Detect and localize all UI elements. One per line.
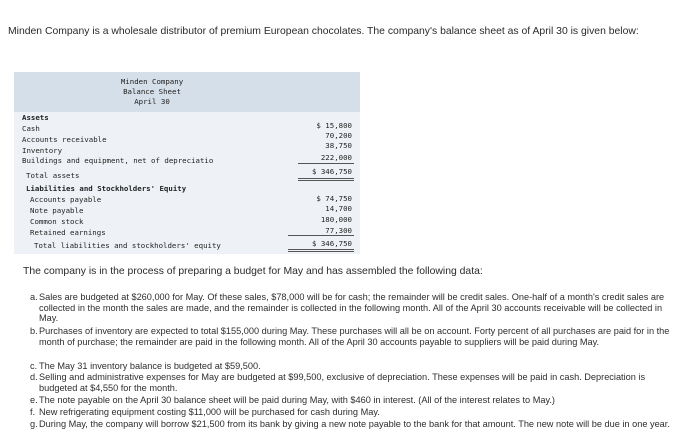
list-item xyxy=(30,407,670,418)
cs-value: 180,000 xyxy=(320,215,352,224)
item-label: g. xyxy=(30,419,38,429)
total-assets-label: Total assets xyxy=(26,171,80,180)
liab-double-rule-bottom xyxy=(288,251,354,252)
assets-heading: Assets xyxy=(22,113,49,122)
item-label: b. xyxy=(30,326,38,336)
double-rule-top xyxy=(298,178,354,179)
company-name: Minden Company xyxy=(120,77,184,86)
item-text: Selling and administrative expenses for May are budgeted at $99,500, exclusive of depreciation. These expenses will be paid in cash. Depreciation is budgeted at $4,550 for the month. xyxy=(39,372,646,393)
item-label: d. xyxy=(30,372,38,382)
list-item xyxy=(30,326,670,347)
sheet-date: April 30 xyxy=(134,97,170,106)
subtotal-rule xyxy=(298,163,354,164)
inventory-label: Inventory xyxy=(22,146,63,155)
ap-label: Accounts payable xyxy=(30,195,102,204)
list-item xyxy=(30,292,670,324)
item-label: e. xyxy=(30,395,38,405)
ar-value: 70,200 xyxy=(325,131,352,140)
item-label: a. xyxy=(30,292,38,302)
buildings-label: Buildings and equipment, net of depreciatio xyxy=(22,156,214,165)
total-le-value: $ 346,750 xyxy=(311,239,352,248)
item-label: f. xyxy=(30,407,36,417)
total-le-label: Total liabilities and stockholders' equity xyxy=(34,241,221,250)
liabilities-heading: Liabilities and Stockholders' Equity xyxy=(26,184,187,193)
inventory-value: 38,750 xyxy=(325,141,352,150)
budget-lead-text: The company is in the process of preparing a budget for May and has assembled the following data: xyxy=(23,266,483,277)
item-text: New refrigerating equipment costing $11,000 will be purchased for cash during May. xyxy=(39,407,380,417)
list-item xyxy=(30,372,670,393)
item-text: Purchases of inventory are expected to total $155,000 during May. These purchases will all be on account. Forty percent of all purchases are paid for in the month of purchase; the remainder are paid in the following month. All of the April 30 accounts payable to suppliers will be paid during May. xyxy=(39,326,670,347)
re-value: 77,300 xyxy=(325,226,352,235)
balance-sheet-header xyxy=(14,72,360,112)
liab-double-rule-top xyxy=(288,249,354,250)
item-text: The note payable on the April 30 balance sheet will be paid during May, with $460 in interest. (All of the interest relates to May.) xyxy=(39,395,555,405)
total-assets-value: $ 346,750 xyxy=(311,167,352,176)
ap-value: $ 74,750 xyxy=(316,194,352,203)
cash-label: Cash xyxy=(22,124,40,133)
list-item xyxy=(30,361,670,372)
intro-paragraph: Minden Company is a wholesale distributor of premium European chocolates. The company's balance sheet as of April 30 is given below: xyxy=(8,26,639,37)
np-label: Note payable xyxy=(30,206,84,215)
sheet-title: Balance Sheet xyxy=(123,87,181,96)
double-rule-bottom xyxy=(298,180,354,181)
liab-subtotal-rule xyxy=(288,235,354,236)
cash-value: $ 15,800 xyxy=(316,121,352,130)
buildings-value: 222,000 xyxy=(320,153,352,162)
list-item xyxy=(30,419,670,430)
re-label: Retained earnings xyxy=(30,228,106,237)
ar-label: Accounts receivable xyxy=(22,135,107,144)
item-text: Sales are budgeted at $260,000 for May. Of these sales, $78,000 will be for cash; the remainder will be credit sales. One-half of a month's credit sales are collected in the month the sales are made, and the remainder is collected in the following month. All of the April 30 accounts receivable will be collected in May. xyxy=(39,292,665,324)
cs-label: Common stock xyxy=(30,217,84,226)
item-label: c. xyxy=(30,361,38,371)
balance-sheet xyxy=(14,72,360,254)
np-value: 14,700 xyxy=(325,204,352,213)
item-text: During May, the company will borrow $21,500 from its bank by giving a new note payable to the bank for that amount. The new note will be due in one year. xyxy=(39,419,670,429)
list-item xyxy=(30,395,670,406)
item-text: The May 31 inventory balance is budgeted at $59,500. xyxy=(39,361,261,371)
